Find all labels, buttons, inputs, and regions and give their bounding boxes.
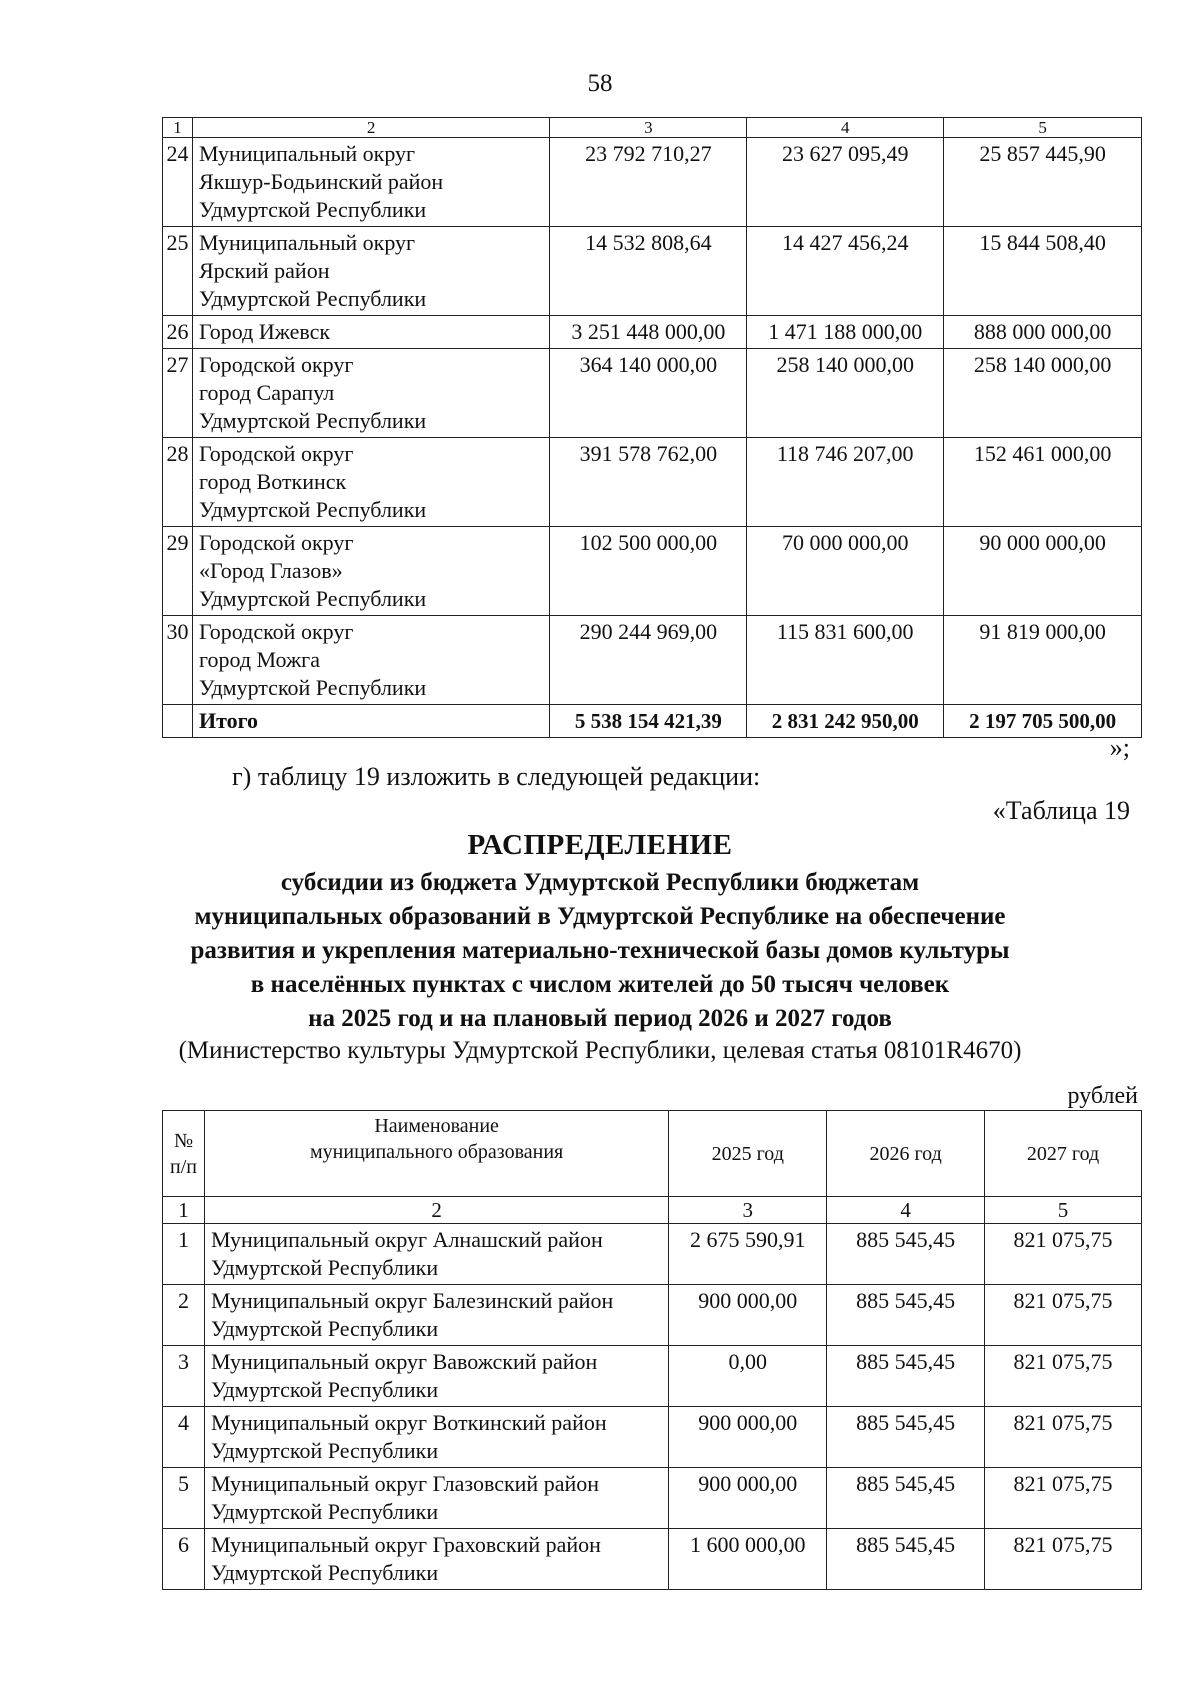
column-number: 4: [827, 1197, 985, 1224]
value-2026: 885 545,45: [827, 1346, 985, 1407]
name-line: Удмуртской Республики: [198, 497, 427, 522]
value-2026: 14 427 456,24: [747, 227, 944, 316]
row-number: 29: [163, 527, 193, 616]
subtitle-line: в населённых пунктах с числом жителей до 50 тысяч человек: [250, 971, 950, 998]
value-2026: 885 545,45: [827, 1224, 985, 1285]
name-line: Муниципальный округ Вавожский район: [210, 1349, 598, 1374]
value-2025: 0,00: [669, 1346, 827, 1407]
name-line: Муниципальный округ Алнашский район: [210, 1227, 603, 1252]
total-2025: 5 538 154 421,39: [550, 705, 747, 738]
value-2027: 821 075,75: [985, 1468, 1142, 1529]
value-2025: 102 500 000,00: [550, 527, 747, 616]
units-label: рублей: [1067, 1083, 1138, 1109]
value-2026: 885 545,45: [827, 1407, 985, 1468]
header-line: Наименование: [374, 1115, 499, 1137]
row-number: 25: [163, 227, 193, 316]
header-name: [204, 1111, 668, 1197]
row-number: 3: [163, 1346, 205, 1407]
value-2025: 364 140 000,00: [550, 349, 747, 438]
municipality-name: [204, 1224, 668, 1285]
name-line: Ярский район: [198, 258, 330, 283]
column-number: 2: [192, 118, 549, 138]
column-number: 5: [985, 1197, 1142, 1224]
row-number: 4: [163, 1407, 205, 1468]
table-row: [163, 349, 1142, 438]
name-line: Городской округ: [198, 441, 354, 466]
municipality-name: [192, 527, 549, 616]
value-2026: 885 545,45: [827, 1468, 985, 1529]
row-number: 26: [163, 316, 193, 349]
municipality-name: [192, 138, 549, 227]
row-number: 27: [163, 349, 193, 438]
closing-quote: »;: [1109, 733, 1130, 762]
name-line: Удмуртской Республики: [210, 1316, 439, 1341]
table-row: [163, 138, 1142, 227]
value-2027: 152 461 000,00: [944, 438, 1142, 527]
value-2025: 391 578 762,00: [550, 438, 747, 527]
row-number: 5: [163, 1468, 205, 1529]
header-line: п/п: [170, 1155, 197, 1178]
name-line: Удмуртской Республики: [198, 675, 427, 700]
value-2025: 900 000,00: [669, 1285, 827, 1346]
name-line: Удмуртской Республики: [198, 286, 427, 311]
name-line: Удмуртской Республики: [210, 1438, 439, 1463]
row-number: 2: [163, 1285, 205, 1346]
column-number: 3: [550, 118, 747, 138]
total-2027: 2 197 705 500,00: [944, 705, 1142, 738]
name-line: Муниципальный округ Балезинский район: [210, 1288, 614, 1313]
name-line: Муниципальный округ Глазовский район: [210, 1471, 600, 1496]
name-line: Муниципальный округ: [198, 141, 416, 166]
column-number: 3: [669, 1197, 827, 1224]
header-2026: 2026 год: [827, 1111, 985, 1197]
table-row: [163, 1346, 1142, 1407]
value-2027: 15 844 508,40: [944, 227, 1142, 316]
column-number: 1: [163, 1197, 205, 1224]
table-row: [163, 1407, 1142, 1468]
name-line: Удмуртской Республики: [198, 197, 427, 222]
value-2026: 885 545,45: [827, 1529, 985, 1590]
row-number: 30: [163, 616, 193, 705]
value-2026: 23 627 095,49: [747, 138, 944, 227]
value-2025: 14 532 808,64: [550, 227, 747, 316]
value-2025: 1 600 000,00: [669, 1529, 827, 1590]
table-row: [163, 227, 1142, 316]
header-line: муниципального образования: [310, 1141, 564, 1163]
name-line: Городской округ: [198, 352, 354, 377]
row-number: 1: [163, 1224, 205, 1285]
value-2025: 23 792 710,27: [550, 138, 747, 227]
subsidy-table-continued: [162, 117, 1142, 738]
instruction-text: г) таблицу 19 изложить в следующей редакции:: [232, 762, 761, 791]
municipality-name: [192, 438, 549, 527]
table-row: [163, 438, 1142, 527]
name-line: Городской округ: [198, 619, 354, 644]
value-2027: 821 075,75: [985, 1224, 1142, 1285]
total-label: Итого: [192, 705, 549, 738]
table-row: [163, 527, 1142, 616]
value-2027: 91 819 000,00: [944, 616, 1142, 705]
column-number: 5: [944, 118, 1142, 138]
column-number: 4: [747, 118, 944, 138]
value-2026: 258 140 000,00: [747, 349, 944, 438]
subtitle-line: субсидии из бюджета Удмуртской Республики бюджетам: [280, 869, 920, 896]
municipality-name: [192, 349, 549, 438]
table-subtitle: [0, 866, 1200, 1036]
name-line: «Город Глазов»: [198, 558, 343, 583]
name-line: Якшур-Бодьинский район: [198, 169, 444, 194]
header-2027: 2027 год: [985, 1111, 1142, 1197]
name-line: Муниципальный округ Граховский район: [210, 1532, 601, 1557]
table-row: [163, 616, 1142, 705]
municipality-name: [204, 1407, 668, 1468]
column-number: 2: [204, 1197, 668, 1224]
name-line: город Можга: [198, 647, 320, 672]
name-line: Удмуртской Республики: [210, 1499, 439, 1524]
column-number-row: [163, 1197, 1142, 1224]
section-heading: РАСПРЕДЕЛЕНИЕ: [467, 829, 733, 861]
value-2027: 258 140 000,00: [944, 349, 1142, 438]
row-number: 24: [163, 138, 193, 227]
name-line: Удмуртской Республики: [198, 586, 427, 611]
column-number: 1: [163, 118, 193, 138]
subtitle-line: развития и укрепления материально-технической базы домов культуры: [190, 937, 1010, 964]
table-row: [163, 1468, 1142, 1529]
value-2027: 821 075,75: [985, 1346, 1142, 1407]
value-2027: 90 000 000,00: [944, 527, 1142, 616]
municipality-name: [204, 1468, 668, 1529]
value-2027: 821 075,75: [985, 1529, 1142, 1590]
name-line: Удмуртской Республики: [210, 1255, 439, 1280]
municipality-name: [192, 616, 549, 705]
value-2025: 900 000,00: [669, 1407, 827, 1468]
table-row: [163, 1529, 1142, 1590]
municipality-name: [192, 316, 549, 349]
value-2025: 900 000,00: [669, 1468, 827, 1529]
empty-cell: [163, 705, 193, 738]
header-line: №: [173, 1129, 194, 1152]
value-2026: 885 545,45: [827, 1285, 985, 1346]
value-2027: 25 857 445,90: [944, 138, 1142, 227]
page-number: 58: [587, 70, 613, 97]
subtitle-line: муниципальных образований в Удмуртской Республике на обеспечение: [194, 903, 1006, 930]
table-reference: «Таблица 19: [992, 796, 1130, 825]
name-line: город Сарапул: [198, 380, 335, 405]
subsidy-table-19: [162, 1110, 1142, 1590]
name-line: Удмуртской Республики: [198, 408, 427, 433]
table-row: [163, 1224, 1142, 1285]
municipality-name: [204, 1529, 668, 1590]
value-2026: 118 746 207,00: [747, 438, 944, 527]
name-line: Городской округ: [198, 530, 354, 555]
value-2025: 2 675 590,91: [669, 1224, 827, 1285]
name-line: Муниципальный округ: [198, 230, 416, 255]
value-2027: 821 075,75: [985, 1285, 1142, 1346]
row-number: 6: [163, 1529, 205, 1590]
value-2026: 70 000 000,00: [747, 527, 944, 616]
value-2027: 821 075,75: [985, 1407, 1142, 1468]
table-row: [163, 316, 1142, 349]
name-line: Муниципальный округ Воткинский район: [210, 1410, 607, 1435]
value-2025: 3 251 448 000,00: [550, 316, 747, 349]
header-number: [163, 1111, 205, 1197]
header-row: [163, 1111, 1142, 1197]
name-line: Город Ижевск: [198, 319, 331, 344]
row-number: 28: [163, 438, 193, 527]
total-row: [163, 705, 1142, 738]
column-number-row: [163, 118, 1142, 138]
municipality-name: [204, 1285, 668, 1346]
municipality-name: [204, 1346, 668, 1407]
value-2027: 888 000 000,00: [944, 316, 1142, 349]
name-line: Удмуртской Республики: [210, 1377, 439, 1402]
table-row: [163, 1285, 1142, 1346]
ministry-note: (Министерство культуры Удмуртской Республики, целевая статья 08101R4670): [178, 1037, 1022, 1064]
value-2025: 290 244 969,00: [550, 616, 747, 705]
value-2026: 1 471 188 000,00: [747, 316, 944, 349]
name-line: город Воткинск: [198, 469, 347, 494]
value-2026: 115 831 600,00: [747, 616, 944, 705]
header-2025: 2025 год: [669, 1111, 827, 1197]
total-2026: 2 831 242 950,00: [747, 705, 944, 738]
name-line: Удмуртской Республики: [210, 1560, 439, 1585]
municipality-name: [192, 227, 549, 316]
subtitle-line: на 2025 год и на плановый период 2026 и 2027 годов: [308, 1005, 892, 1032]
